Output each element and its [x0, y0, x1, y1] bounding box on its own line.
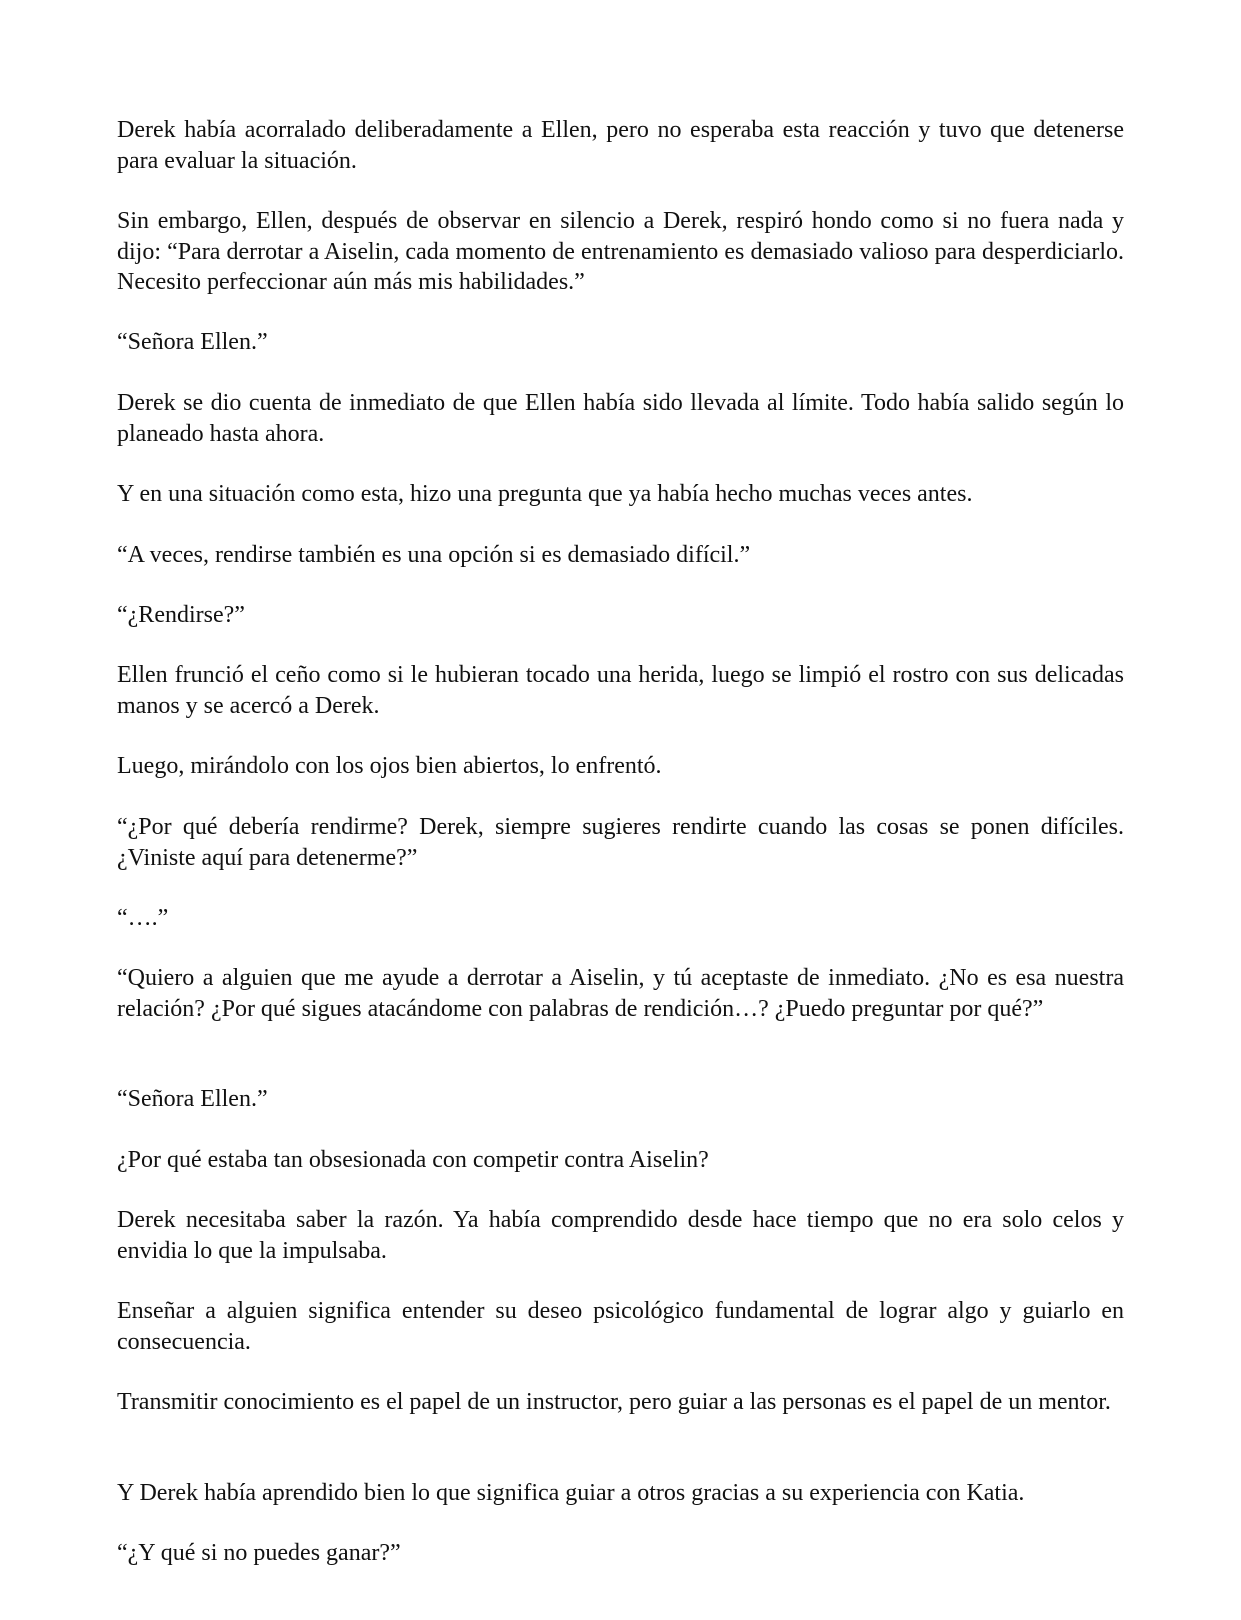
paragraph: “….”: [117, 905, 169, 931]
paragraph: Derek se dio cuenta de inmediato de que Ellen había sido llevada al límite. Todo había salido según lo planeado hasta ahora.: [117, 390, 1124, 447]
paragraph: Ellen frunció el ceño como si le hubieran tocado una herida, luego se limpió el rostro con sus delicadas manos y se acercó a Derek.: [117, 662, 1124, 719]
paragraph: Derek había acorralado deliberadamente a Ellen, pero no esperaba esta reacción y tuvo que detenerse para evaluar la situación.: [117, 117, 1124, 174]
paragraph: “¿Por qué debería rendirme? Derek, siempre sugieres rendirte cuando las cosas se ponen difíciles. ¿Viniste aquí para detenerme?”: [117, 814, 1124, 871]
paragraph: “¿Y qué si no puedes ganar?”: [117, 1540, 401, 1566]
paragraph: “A veces, rendirse también es una opción si es demasiado difícil.”: [117, 542, 751, 568]
paragraph: “Señora Ellen.”: [117, 329, 268, 355]
paragraph: Sin embargo, Ellen, después de observar en silencio a Derek, respiró hondo como si no fuera nada y dijo: “Para derrotar a Aiselin, cada momento de entrenamiento es demasiado valioso para desperdiciarlo. Necesito perfeccionar aún más mis habilidades.”: [117, 208, 1124, 295]
paragraph: Y Derek había aprendido bien lo que significa guiar a otros gracias a su experiencia con Katia.: [117, 1480, 1025, 1506]
paragraph: Enseñar a alguien significa entender su deseo psicológico fundamental de lograr algo y guiarlo en consecuencia.: [117, 1298, 1124, 1355]
paragraph: “¿Rendirse?”: [117, 602, 245, 628]
paragraph: Derek necesitaba saber la razón. Ya había comprendido desde hace tiempo que no era solo celos y envidia lo que la impulsaba.: [117, 1207, 1124, 1264]
paragraph: ¿Por qué estaba tan obsesionada con competir contra Aiselin?: [117, 1147, 709, 1173]
paragraph: Luego, mirándolo con los ojos bien abiertos, lo enfrentó.: [117, 753, 662, 779]
paragraph: Y en una situación como esta, hizo una pregunta que ya había hecho muchas veces antes.: [117, 481, 973, 507]
paragraph: Transmitir conocimiento es el papel de un instructor, pero guiar a las personas es el papel de un mentor.: [117, 1389, 1111, 1415]
paragraph: “Quiero a alguien que me ayude a derrotar a Aiselin, y tú aceptaste de inmediato. ¿No es esa nuestra relación? ¿Por qué sigues atacándome con palabras de rendición…? ¿Puedo preguntar por qué?”: [117, 965, 1124, 1022]
paragraph: “Señora Ellen.”: [117, 1086, 268, 1112]
